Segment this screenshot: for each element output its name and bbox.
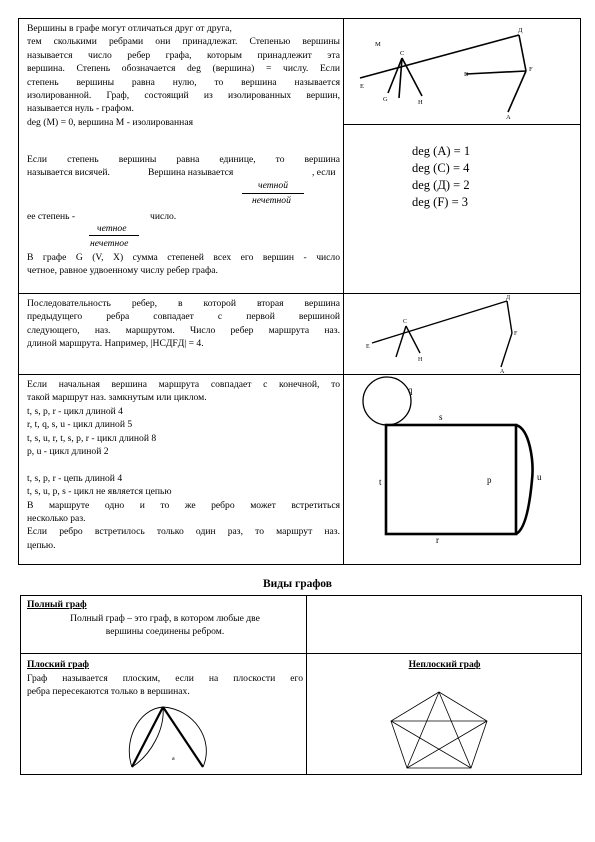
graph-1 bbox=[344, 18, 581, 124]
cell-divider-right bbox=[343, 124, 581, 125]
text-line: длиной маршрута. Например, |HCДFД| = 4. bbox=[27, 338, 204, 350]
vertex-label-A: A bbox=[500, 369, 505, 375]
graph-2 bbox=[344, 293, 581, 374]
vertex-label-H: H bbox=[418, 99, 423, 106]
vertex-label-D: Д bbox=[518, 27, 523, 34]
vertex-label-E: E bbox=[366, 344, 370, 350]
vertex-label-A: A bbox=[506, 114, 511, 121]
edge-label-q: q bbox=[408, 385, 413, 395]
vertex-label-G: G bbox=[383, 96, 388, 103]
sum-paragraph bbox=[27, 251, 340, 278]
fraction-2-top: четное bbox=[97, 223, 127, 234]
degree-list bbox=[412, 143, 470, 211]
text-line: четное, равное удвоенному числу ребер графа. bbox=[27, 265, 218, 277]
vertex-label-F: F bbox=[529, 66, 533, 73]
text-line: вершины соединены ребром. bbox=[105, 626, 225, 638]
text-line: называется нуль - графом. bbox=[27, 103, 134, 115]
text-line: t, s, p, r - цепь длиной 4 bbox=[27, 472, 123, 484]
fraction-2-bar bbox=[89, 235, 139, 236]
vertex-label-F: F bbox=[514, 331, 518, 337]
pendant-line-2c: , если bbox=[312, 167, 336, 178]
pendant-line-2a: называется висячей. bbox=[27, 167, 110, 178]
text-line: Если ребро встретилось только один раз, то маршрут наз. bbox=[27, 526, 340, 538]
section-title: Виды графов bbox=[263, 578, 332, 590]
text-line: t, s, p, r - цикл длиной 4 bbox=[27, 405, 123, 417]
pendant-line-2b: Вершина называется bbox=[148, 167, 234, 178]
text-line: В маршруте одно и то же ребро может встретиться bbox=[27, 499, 340, 511]
vertex-label-E: E bbox=[360, 83, 364, 90]
degree-A: deg (A) = 1 bbox=[412, 144, 471, 158]
edge-label-p: p bbox=[487, 475, 492, 485]
text-line: r, t, q, s, u - цикл длиной 5 bbox=[27, 419, 133, 431]
vertex-label-C: C bbox=[400, 50, 405, 57]
text-line: называется число ребер графа, которым принадлежит эта bbox=[27, 49, 340, 61]
text-line: Если начальная вершина маршрута совпадает с конечной, то bbox=[27, 379, 340, 390]
vertex-label-B: B bbox=[464, 71, 469, 78]
text-line: тем сколькими ребрами они принадлежат. Степенью вершины bbox=[27, 36, 340, 48]
graph-types-col-divider bbox=[306, 595, 307, 775]
edge-label-s: s bbox=[439, 412, 443, 422]
vertex-label-C: C bbox=[403, 319, 408, 325]
planar-graph-drawing bbox=[125, 705, 215, 771]
text-line: Полный граф – это граф, в котором любые две bbox=[70, 613, 260, 624]
planar-graph-text bbox=[27, 672, 303, 699]
text-line: вершина. Степень обозначается deg (вершина) = числу. Если bbox=[27, 63, 340, 75]
text-line: Последовательность ребер, в которой вторая вершина bbox=[27, 298, 340, 309]
text-line: такой маршрут наз. замкнутым или циклом. bbox=[27, 392, 207, 404]
degree-paragraph bbox=[27, 22, 340, 129]
text-line: несколько раз. bbox=[27, 513, 86, 525]
text-line bbox=[27, 458, 340, 471]
text-line: В графе G (V, X) сумма степеней всех его вершин - число bbox=[27, 252, 340, 263]
planar-label-a: a bbox=[172, 756, 175, 762]
cycle-graph bbox=[344, 374, 581, 565]
degree-F: deg (F) = 3 bbox=[412, 195, 468, 209]
parity-line-b: число. bbox=[150, 211, 177, 222]
text-line: Граф называется плоским, если на плоскости его bbox=[27, 673, 303, 684]
edge-label-t: t bbox=[379, 477, 382, 487]
text-line: ребра пересекаются только в вершинах. bbox=[27, 686, 190, 698]
fraction-1-top: четной bbox=[258, 180, 288, 191]
nonplanar-graph-heading: Неплоский граф bbox=[408, 659, 481, 670]
edge-label-r: r bbox=[436, 535, 439, 545]
vertex-label-M: M bbox=[375, 41, 381, 48]
fraction-1-bottom: нечетной bbox=[252, 195, 291, 206]
text-line: следующего, наз. маршрутом. Число ребер маршрута наз. bbox=[27, 324, 340, 336]
route-paragraph bbox=[27, 297, 340, 351]
text-line: deg (M) = 0, вершина M - изолированная bbox=[27, 116, 193, 128]
text-line: Вершины в графе могут отличаться друг от друга, bbox=[27, 23, 232, 34]
degree-C: deg (C) = 4 bbox=[412, 161, 470, 175]
text-line: изолированной. Граф, состоящий из изолированных вершин, bbox=[27, 90, 340, 102]
full-graph-heading: Полный граф bbox=[27, 599, 87, 610]
parity-line-a: ее степень - bbox=[27, 211, 76, 222]
cycle-paragraph bbox=[27, 378, 340, 552]
vertex-label-D: Д bbox=[506, 295, 511, 301]
vertex-label-H: H bbox=[418, 357, 423, 363]
edge-label-u: u bbox=[537, 472, 542, 482]
text-line: t, s, u, r, t, s, p, r - цикл длиной 8 bbox=[27, 432, 157, 444]
text-line: предыдущего ребра совпадает с первой вершиной bbox=[27, 311, 340, 323]
fraction-2-bottom: нечетное bbox=[90, 238, 129, 249]
degree-D: deg (Д) = 2 bbox=[412, 178, 470, 192]
graph-types-row-divider bbox=[20, 653, 582, 654]
nonplanar-graph-drawing bbox=[389, 690, 499, 770]
pendant-line-1: Если степень вершины равна единице, то вершина bbox=[27, 154, 340, 165]
text-line: p, u - цикл длиной 2 bbox=[27, 446, 109, 458]
full-graph-text bbox=[27, 612, 303, 639]
planar-graph-heading: Плоский граф bbox=[27, 659, 90, 670]
text-line: t, s, u, p, s - цикл не является цепью bbox=[27, 486, 172, 498]
text-line: цепью. bbox=[27, 539, 56, 551]
text-line: степень вершины равна нулю, то вершина называется bbox=[27, 76, 340, 88]
